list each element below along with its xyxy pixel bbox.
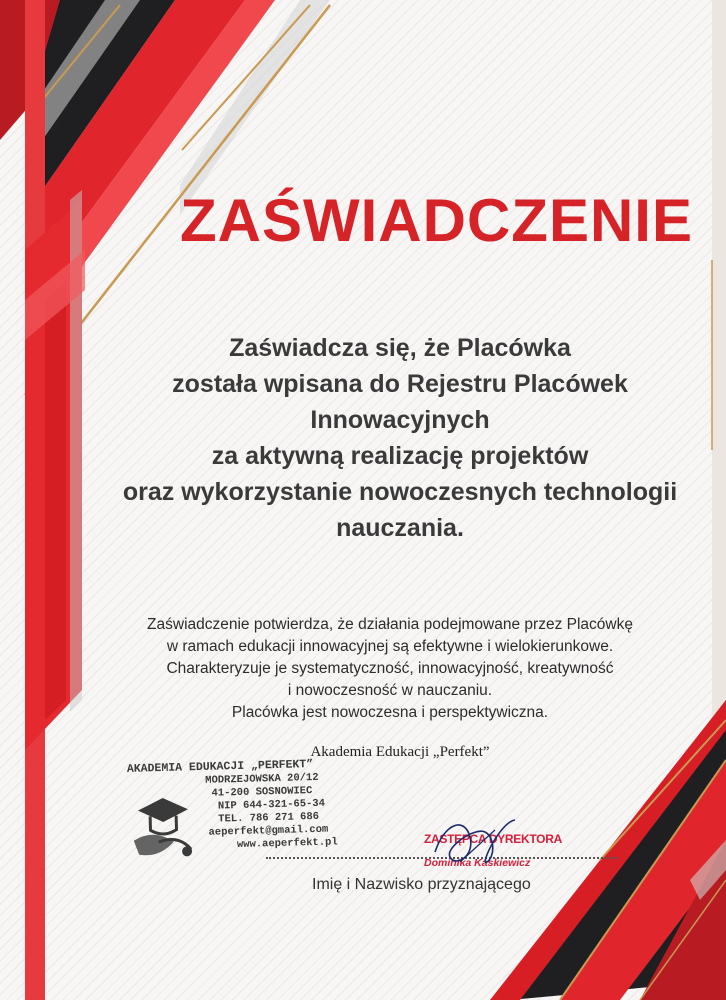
main-line: nauczania. [336, 514, 464, 542]
sub-line: Charakteryzuje je systematyczność, innowacyjność, kreatywność [166, 660, 614, 677]
stamp-line: MODRZEJOWSKA 20/12 [205, 771, 319, 787]
stamp-line: TEL. 786 271 686 [218, 810, 320, 826]
stamp-line: NIP 644-321-65-34 [217, 797, 326, 813]
main-statement [60, 330, 726, 546]
main-line: została wpisana do Rejestru Placówek [172, 370, 628, 398]
signature-caption: Imię i Nazwisko przyznającego [312, 876, 531, 893]
sub-line: i nowoczesność w nauczaniu. [287, 682, 493, 699]
main-line: Innowacyjnych [310, 406, 490, 434]
stamp-line: aeperfekt@gmail.com [208, 823, 329, 839]
sub-line: w ramach edukacji innowacyjnej są efektywne i wielokierunkowe. [166, 638, 614, 655]
institution-stamp [127, 757, 350, 863]
stamp-line: 41-200 SOSNOWIEC [211, 785, 313, 800]
stamp-line: www.aeperfekt.pl [236, 836, 338, 852]
main-line: za aktywną realizację projektów [211, 442, 589, 470]
academy-name: Akademia Edukacji „Perfekt” [310, 744, 490, 760]
stamp-logo-icon [127, 779, 209, 863]
sub-line: Placówka jest nowoczesna i perspektywiczna. [231, 704, 549, 721]
main-line: oraz wykorzystanie nowoczesnych technologii [122, 478, 678, 506]
signature-name: Dominika Kaskiewicz [424, 857, 531, 869]
sub-statement [90, 614, 690, 724]
certificate-title: ZAŚWIADCZENIE [180, 187, 693, 254]
stamp-line: AKADEMIA EDUKACJI „PERFEKT” [126, 758, 314, 776]
main-line: Zaświadcza się, że Placówka [229, 334, 571, 362]
sub-line: Zaświadczenie potwierdza, że działania podejmowane przez Placówkę [147, 616, 633, 633]
handwritten-signature [425, 812, 525, 872]
signature-role: ZASTĘPCA DYREKTORA [424, 832, 562, 846]
